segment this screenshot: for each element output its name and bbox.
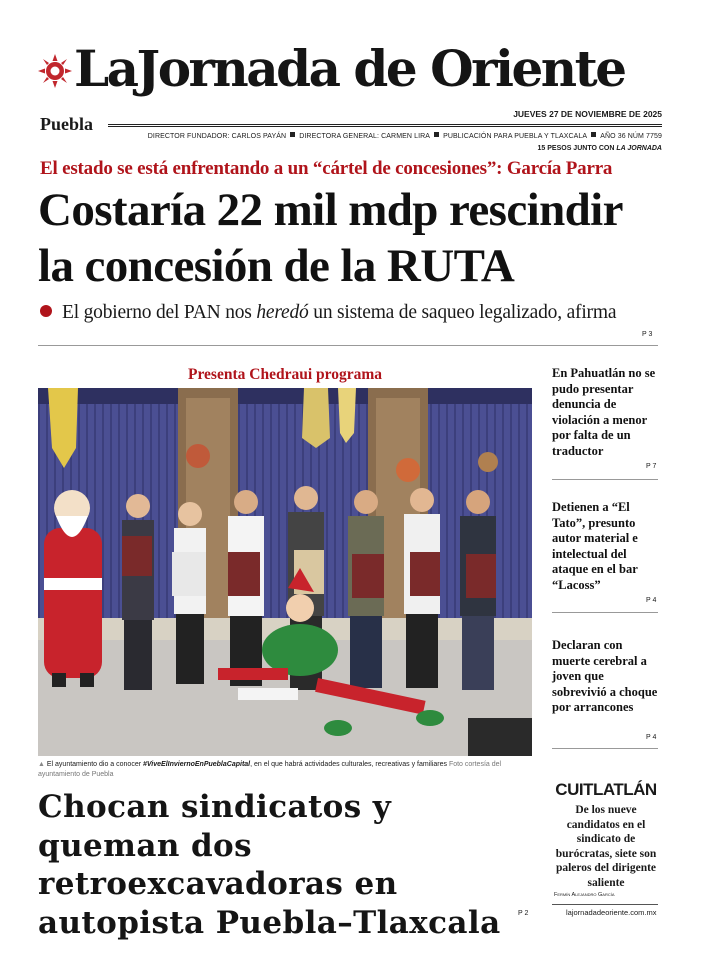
photo-credit: Foto cortesía del ayuntamiento de Puebla (38, 761, 502, 778)
credit-director: DIRECTORA GENERAL: CARMEN LIRA (299, 133, 431, 140)
caption-text: El ayuntamiento dio a conocer (46, 761, 143, 768)
masthead (38, 36, 668, 102)
page-reference: P 4 (646, 597, 657, 604)
price-text: 15 PESOS JUNTO CON (537, 145, 617, 152)
website-link[interactable]: lajornadadeoriente.com.mx (566, 908, 657, 917)
lead-headline-line: la concesión de la RUTA (38, 240, 515, 292)
credit-issue: AÑO 36 NÚM 7759 (600, 133, 662, 140)
caption-text: , en el que habrá actividades culturales, recreativas y familiares (250, 761, 449, 768)
event-photo[interactable] (38, 388, 532, 756)
page-reference: P 3 (642, 331, 653, 338)
caption-triangle-icon: ▲ (38, 761, 47, 768)
column-divider (552, 904, 658, 905)
sidebar-story[interactable]: Declaran con muerte cerebral a joven que sobrevivió a choque por arrancones (552, 638, 658, 714)
lead-headline[interactable] (38, 182, 678, 294)
photo-kicker[interactable]: Presenta Chedraui programa (187, 366, 383, 383)
lead-headline-line: Costaría 22 mil mdp rescindir (38, 184, 623, 236)
credit-publication: PUBLICACIÓN PARA PUEBLA Y TLAXCALA (443, 133, 588, 140)
sidebar-story[interactable]: En Pahuatlán no se pudo presentar denuncia de violación a menor por falta de un traductor (552, 366, 656, 458)
sun-logo-icon (38, 54, 72, 88)
column-teaser[interactable]: De los nueve candidatos en el sindicato de burócratas, siete son paleros del dirigente saliente (555, 804, 657, 889)
price-paper-name: LA JORNADA (616, 145, 662, 152)
page-reference: P 2 (518, 910, 529, 917)
column-title[interactable]: CUITLATLÁN (555, 780, 657, 799)
subhead-text: El gobierno del PAN nos (62, 302, 257, 323)
photo-caption (38, 760, 536, 780)
lead-subhead[interactable] (40, 302, 616, 324)
event-photo-illustration (38, 388, 532, 756)
masthead-credits (148, 132, 662, 140)
credit-founder: DIRECTOR FUNDADOR: CARLOS PAYÁN (147, 133, 287, 140)
sidebar-story[interactable]: Detienen a “El Tato”, presunto autor material e intelectual del ataque en el bar “Lacoss” (552, 500, 638, 592)
page-reference: P 7 (646, 463, 657, 470)
subhead-text: un sistema de saqueo legalizado, afirma (308, 302, 617, 323)
issue-date: JUEVES 27 DE NOVIEMBRE DE 2025 (513, 109, 662, 119)
subhead-emphasis: heredó (256, 302, 309, 323)
newspaper-title: LaJornada de Oriente (74, 39, 625, 98)
sidebar-divider (552, 612, 658, 613)
red-bullet-icon (40, 305, 52, 317)
price-line (538, 145, 662, 152)
page-reference: P 4 (646, 734, 657, 741)
column-author: Fermín Alejandro García (554, 892, 615, 898)
sidebar-divider (552, 748, 658, 749)
section-divider (38, 345, 658, 346)
sidebar-divider (552, 479, 658, 480)
lead-kicker[interactable]: El estado se está enfrentando a un “cártel de concesiones”: García Parra (40, 158, 613, 179)
masthead-rule (108, 124, 662, 127)
square-separator-icon (290, 132, 295, 137)
caption-hashtag: #ViveElInviernoEnPueblaCapital (143, 761, 251, 768)
square-separator-icon (591, 132, 596, 137)
bottom-headline[interactable]: Chocan sindicatos y queman dos retroexcavadoras en autopista Puebla–Tlaxcala (38, 789, 501, 941)
edition-city: Puebla (40, 114, 94, 134)
square-separator-icon (434, 132, 439, 137)
